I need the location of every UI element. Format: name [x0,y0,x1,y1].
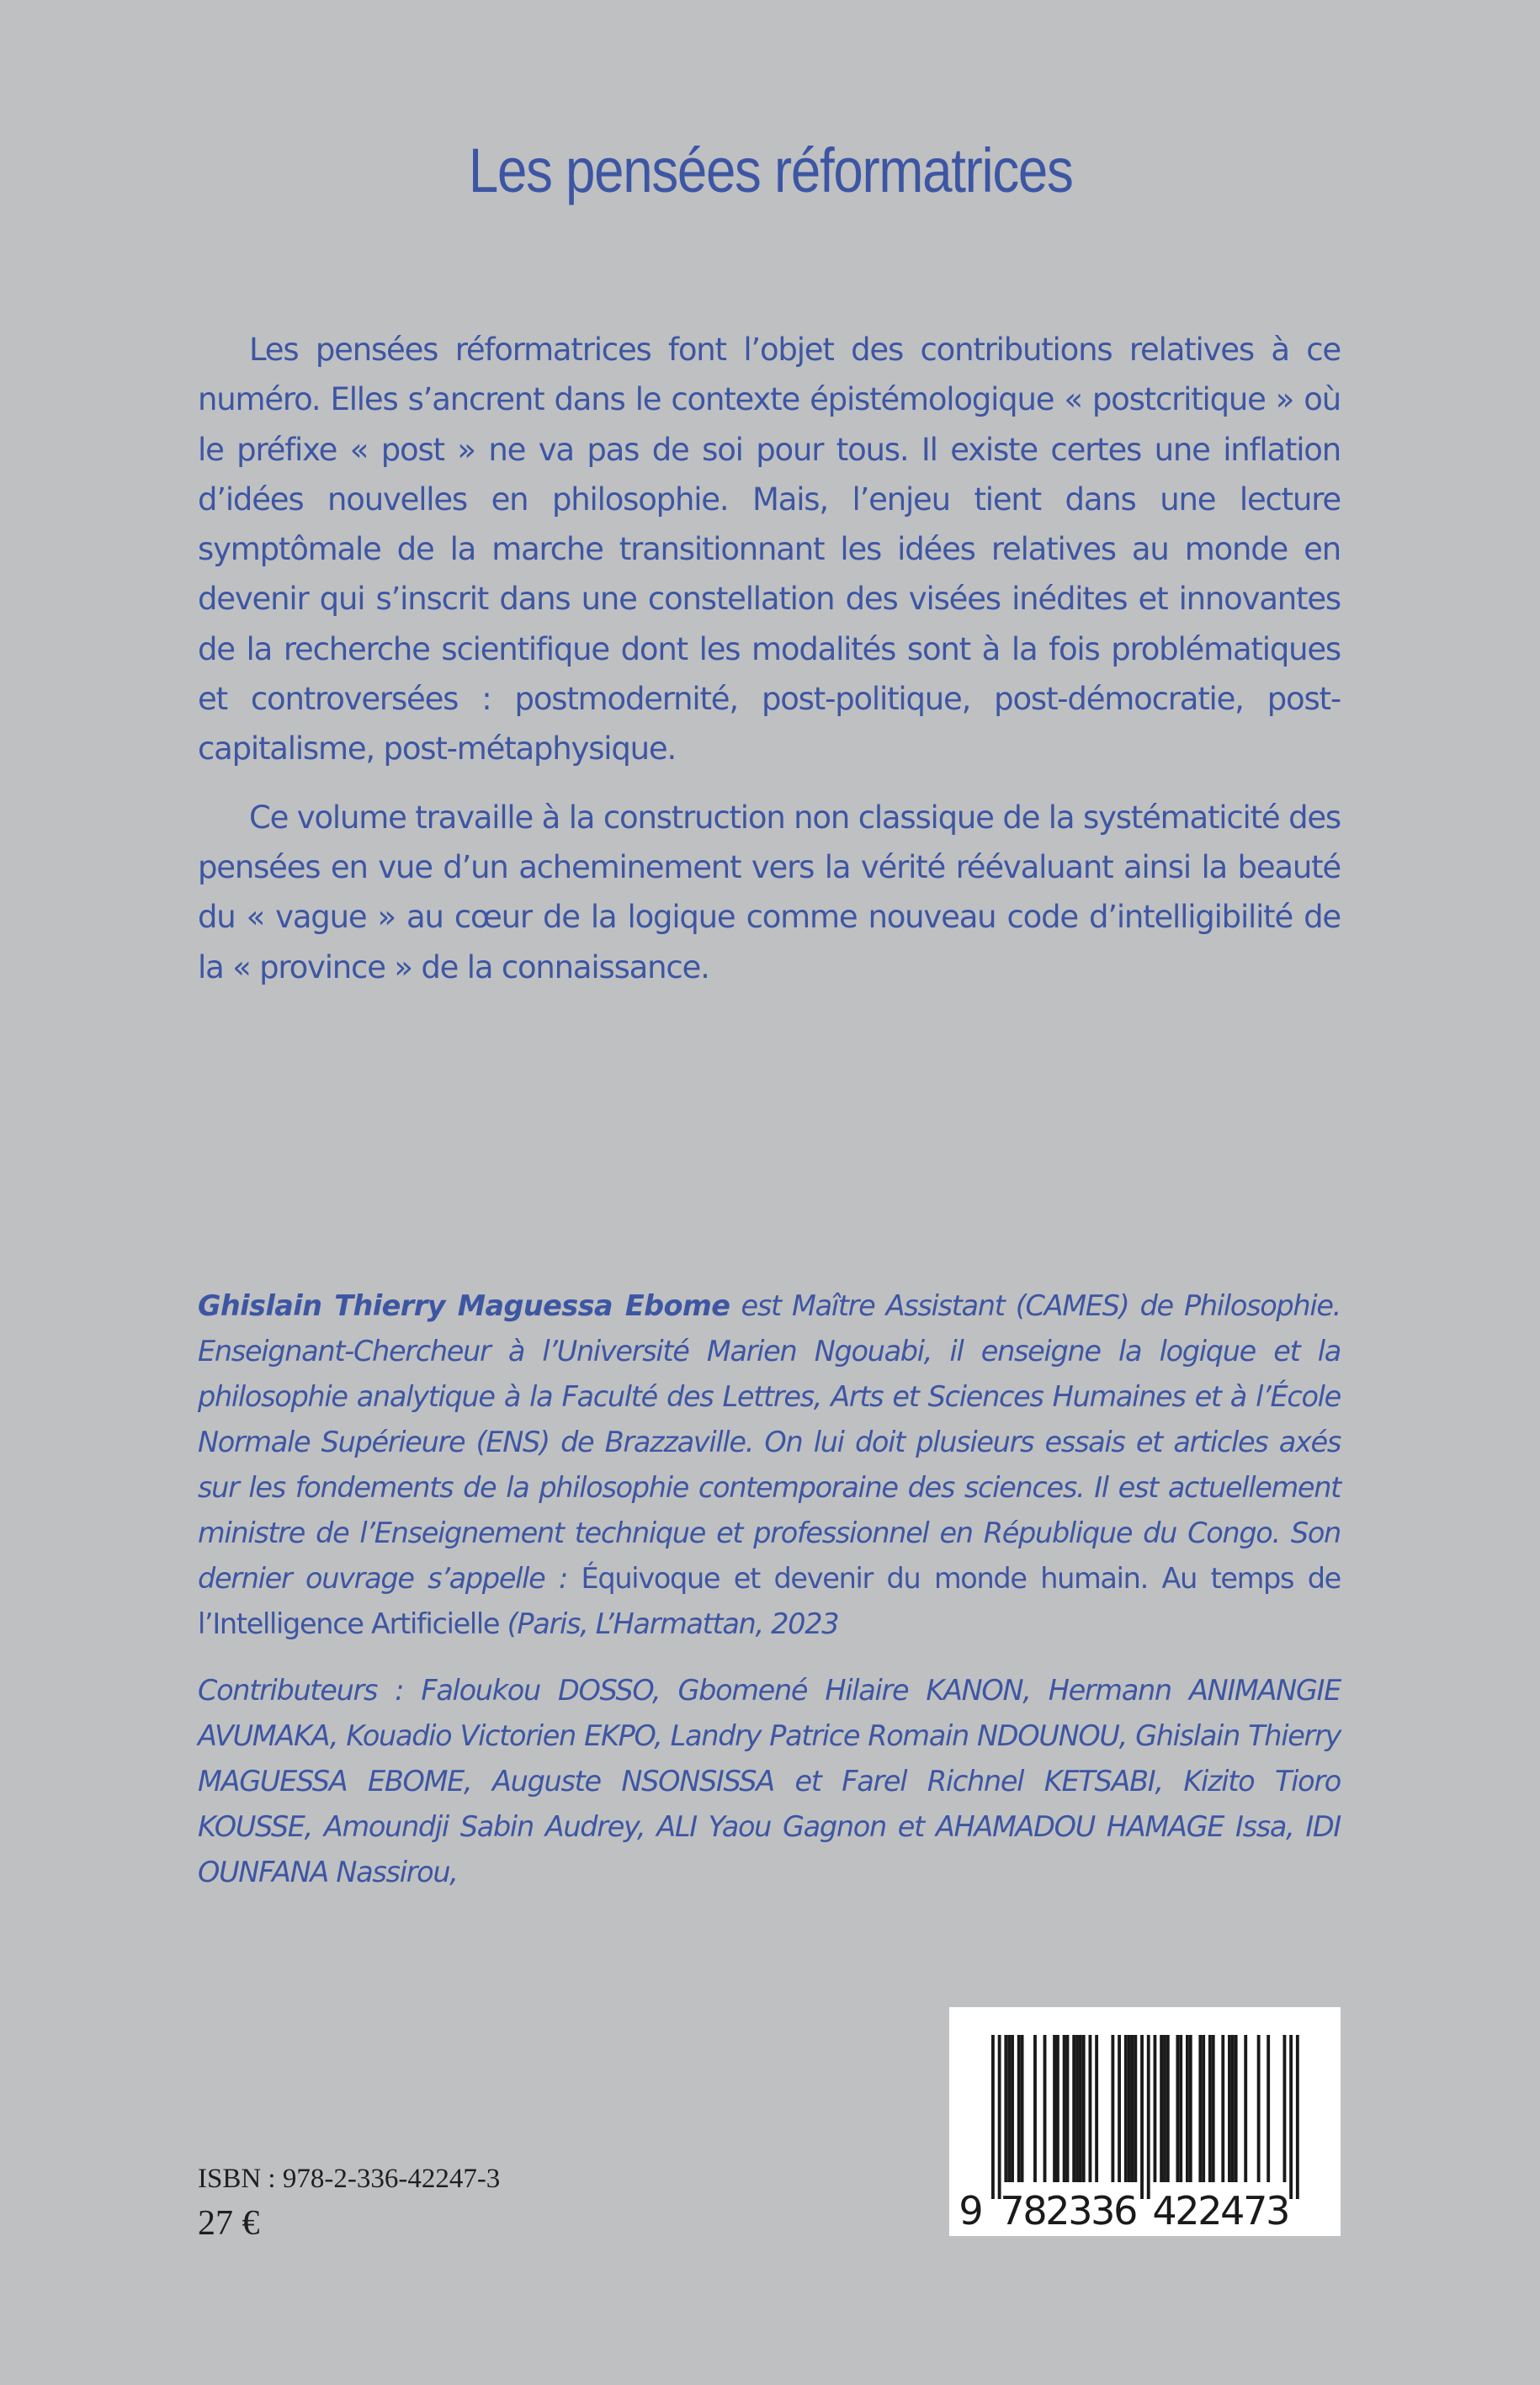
svg-text:3: 3 [1266,2188,1291,2234]
summary-paragraph-2: Ce volume travaille à la construction non classique de la systématicité des pensées en vue d’un acheminement vers la vérité réévaluant ainsi la beauté du « vague » au cœur de la logique comme nouveau code d’intelligibilité de la « province » de la connaissance. [198,799,1341,985]
contributors-list: Contributeurs : Faloukou DOSSO, Gbomené Hilaire KANON, Hermann ANIMANGIE AVUMAKA, Kouadio Victorien EKPO, Landry Patrice Romain NDOUNOU, Ghislain Thierry MAGUESSA EBOME, Auguste NSONSISSA et Farel Richnel KETSABI, Kizito Tioro KOUSSE, Amoundji Sabin Audrey, ALI Yaou Gagnon et AHAMADOU HAMAGE Issa, IDI OUNFANA Nassirou, [198,1674,1341,1888]
svg-text:8: 8 [1022,2188,1048,2234]
svg-text:9: 9 [959,2188,984,2234]
svg-text:7: 7 [1243,2188,1268,2234]
book-summary [198,325,1341,992]
svg-text:4: 4 [1152,2188,1177,2234]
barcode [949,2007,1341,2236]
svg-text:3: 3 [1091,2188,1116,2234]
author-section [198,1283,1341,1895]
svg-text:4: 4 [1220,2188,1245,2234]
isbn-label: ISBN : 978-2-336-42247-3 [198,2164,501,2194]
author-name: Ghislain Thierry Maguessa Ebome [198,1289,730,1322]
svg-text:2: 2 [1045,2188,1070,2234]
author-bio-publication: (Paris, L’Harmattan, 2023 [499,1607,839,1640]
svg-text:6: 6 [1113,2188,1139,2234]
svg-text:2: 2 [1197,2188,1223,2234]
barcode-icon [949,2007,1341,2236]
author-bio-text: est Maître Assistant (CAMES) de Philosophie. Enseignant-Chercheur à l’Université Marien Ngouabi, il enseigne la logique et la philosophie analytique à la Faculté des Lettres, Arts et Sciences Humaines et à l’École Normale Supérieure (ENS) de Brazzaville. On lui doit plusieurs essais et articles axés sur les fondements de la philosophie contemporaine des sciences. Il est actuellement ministre de l’Enseignement technique et professionnel en République du Congo. Son dernier ouvrage s’appelle : [198,1289,1341,1595]
svg-text:7: 7 [1000,2188,1025,2234]
price-label: 27 € [198,2204,260,2243]
latest-book-title: Équivoque et devenir du monde humain. Au temps de l’Intelligence Artificielle [198,1562,1341,1640]
book-title: Les pensées réformatrices [468,135,1073,205]
svg-text:2: 2 [1175,2188,1200,2234]
svg-text:3: 3 [1068,2188,1093,2234]
summary-paragraph-1: Les pensées réformatrices font l’objet des contributions relatives à ce numéro. Elles s’ancrent dans le contexte épistémologique « postcritique » où le préfixe « post » ne va pas de soi pour tous. Il existe certes une inflation d’idées nouvelles en philosophie. Mais, l’enjeu tient dans une lecture symptômale de la marche transitionnant les idées relatives au monde en devenir qui s’inscrit dans une constellation des visées inédites et innovantes de la recherche scientifique dont les modalités sont à la fois problématiques et controversées : postmodernité, post-politique, post-démocratie, post-capitalisme, post-métaphysique. [198,332,1341,768]
author-bio [198,1283,1341,1647]
